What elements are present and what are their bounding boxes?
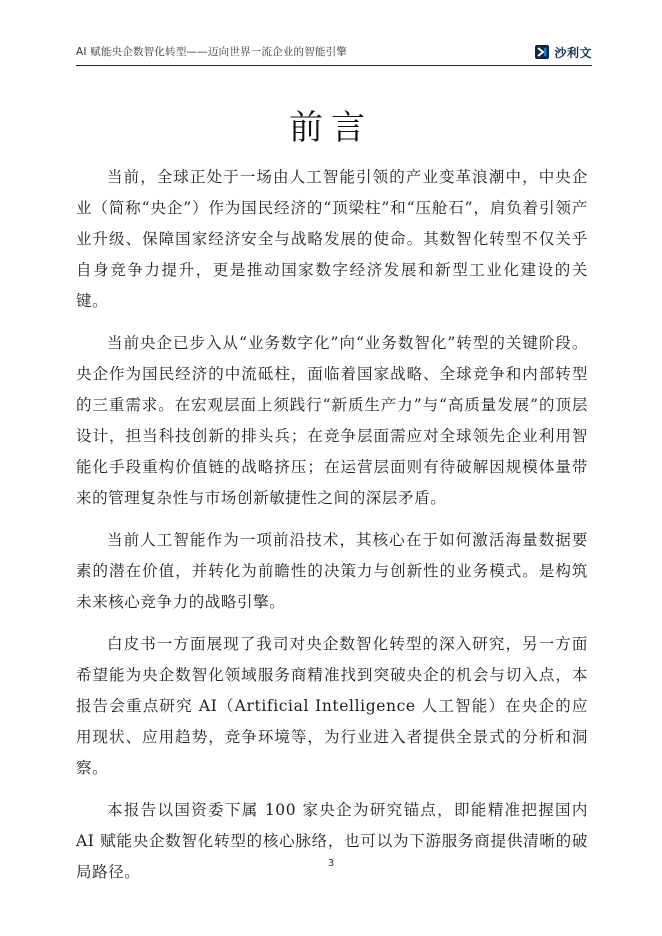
company-logo-icon <box>534 44 550 60</box>
page-header <box>76 40 592 66</box>
paragraph: 本报告以国资委下属 100 家央企为研究锚点，即能精准把握国内 AI 赋能央企数智化转型的核心脉络，也可以为下游服务商提供清晰的破局路径。 <box>76 801 588 881</box>
paragraph: 当前央企已步入从“业务数字化”向“业务数智化”转型的关键阶段。央企作为国民经济的中流砥柱，面临着国家战略、全球竞争和内部转型的三重需求。在宏观层面上须践行“新质生产力”与“高质量发展”的顶层设计，担当科技创新的排头兵；在竞争层面需应对全球领先企业利用智能化手段重构价值链的战略挤压；在运营层面则有待破解因规模体量带来的管理复杂性与市场创新敏捷性之间的深层矛盾。 <box>76 334 588 507</box>
header-title: AI 赋能央企数智化转型——迈向世界一流企业的智能引擎 <box>76 46 348 58</box>
logo-text: 沙利文 <box>554 45 592 60</box>
header-divider <box>76 65 592 66</box>
paragraph: 当前人工智能作为一项前沿技术，其核心在于如何激活海量数据要素的潜在价值，并转化为前瞻性的决策力与创新性的业务模式。是构筑未来核心竞争力的战略引擎。 <box>76 531 588 611</box>
preface-body <box>76 162 588 899</box>
paragraph: 白皮书一方面展现了我司对央企数智化转型的深入研究，另一方面希望能为央企数智化领域服务商精准找到突破央企的机会与切入点，本报告会重点研究 AI（Artificial Intelligence 人工智能）在央企的应用现状、应用趋势，竞争环境等，为行业进入者提供全景式的分析和洞察。 <box>76 635 588 777</box>
paragraph: 当前，全球正处于一场由人工智能引领的产业变革浪潮中，中央企业（简称“央企”）作为国民经济的“顶梁柱”和“压舱石”，肩负着引领产业升级、保障国家经济安全与战略发展的使命。其数智化转型不仅关乎自身竞争力提升，更是推动国家数字经济发展和新型工业化建设的关键。 <box>76 168 588 310</box>
company-logo <box>534 40 592 64</box>
page-title: 前言 <box>289 108 373 148</box>
page-number: 3 <box>327 858 335 869</box>
